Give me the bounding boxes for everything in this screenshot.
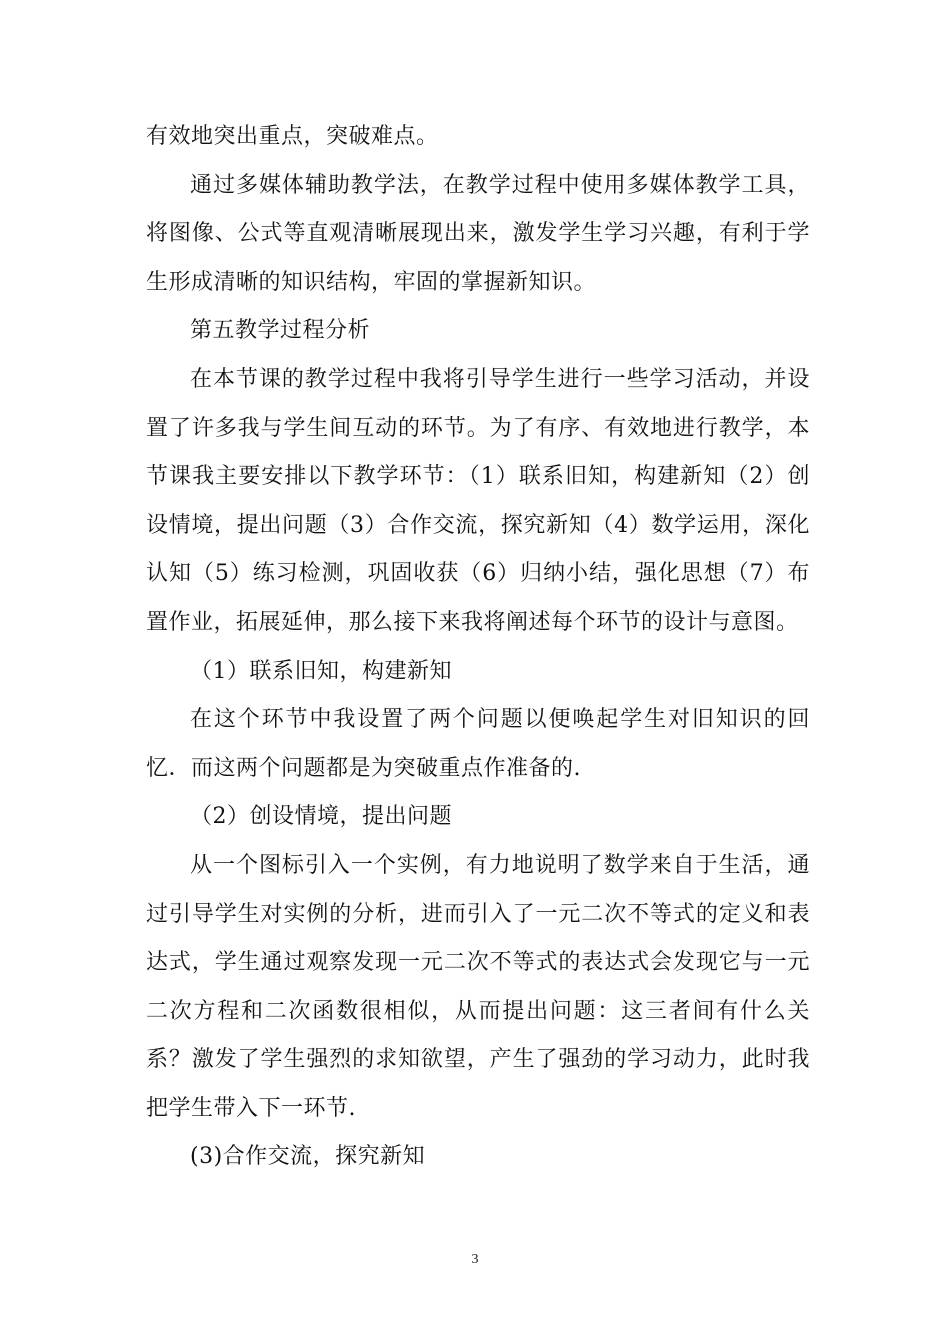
subheading-step-1: （1）联系旧知，构建新知 (190, 658, 452, 684)
paragraph-step-1: 在这个环节中我设置了两个问题以便唤起学生对旧知识的回忆．而这两个问题都是为突破重点作准备的. (146, 707, 810, 781)
subheading-step-2: （2）创设情境，提出问题 (190, 804, 452, 830)
subheading-step-3: (3)合作交流，探究新知 (190, 1144, 426, 1170)
paragraph-step-2: 从一个图标引入一个实例，有力地说明了数学来自于生活，通过引导学生对实例的分析，进而引入了一元二次不等式的定义和表达式，学生通过观察发现一元二次不等式的表达式会发现它与一元二次方程和二次函数很相似，从而提出问题：这三者间有什么关系？激发了学生强烈的求知欲望，产生了强劲的学习动力，此时我把学生带入下一环节. (146, 852, 810, 1121)
paragraph-teaching-steps: 在本节课的教学过程中我将引导学生进行一些学习活动，并设置了许多我与学生间互动的环节。为了有序、有效地进行教学，本节课我主要安排以下教学环节：（1）联系旧知，构建新知（2）创设情境，提出问题（3）合作交流，探究新知（4）数学运用，深化认知（5）练习检测，巩固收获（6）归纳小结，强化思想（7）布置作业，拓展延伸，那么接下来我将阐述每个环节的设计与意图。 (146, 366, 810, 635)
paragraph-multimedia-method: 通过多媒体辅助教学法，在教学过程中使用多媒体教学工具，将图像、公式等直观清晰展现出来，激发学生学习兴趣，有利于学生形成清晰的知识结构，牢固的掌握新知识。 (146, 172, 810, 295)
document-body (146, 113, 810, 1182)
paragraph-continuation: 有效地突出重点，突破难点。 (146, 124, 439, 149)
section-heading-teaching-process: 第五教学过程分析 (190, 318, 371, 344)
page-number: 3 (471, 1252, 479, 1267)
